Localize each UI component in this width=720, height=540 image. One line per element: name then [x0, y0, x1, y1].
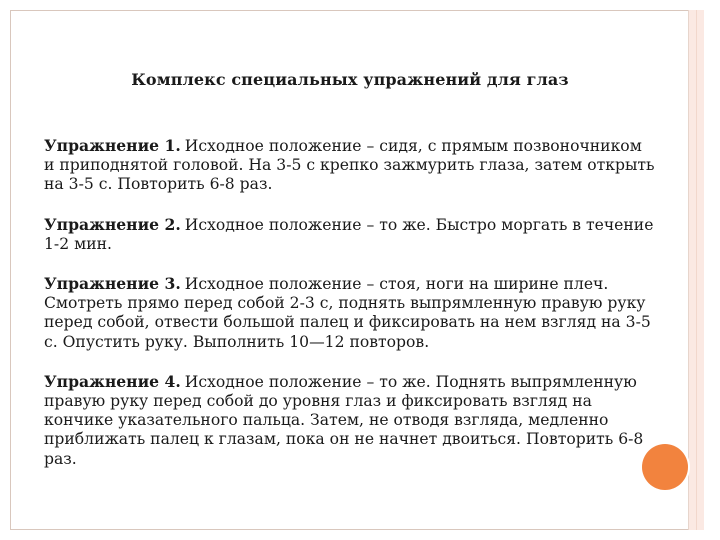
page-title: Комплекс специальных упражнений для глаз	[131, 70, 569, 89]
exercise-1-text: Исходное положение – сидя, с прямым позвоночником и приподнятой головой. На 3-5 с крепко зажмурить глаза, затем открыть на 3-5 с. Повторить 6-8 раз.	[44, 137, 655, 194]
exercise-2	[44, 215, 656, 254]
decorative-orange-circle	[642, 444, 688, 490]
exercise-4-text: Исходное положение – то же. Поднять выпрямленную правую руку перед собой до уровня глаз и фиксировать взгляд на кончике указательного пальца. Затем, не отводя взгляда, медленно приближать палец к глазам, пока он не начнет двоиться. Повторить 6-8 раз.	[44, 372, 644, 468]
exercise-4-label: Упражнение 4.	[44, 371, 181, 391]
exercise-3	[44, 274, 656, 352]
exercise-3-text: Исходное положение – стоя, ноги на ширине плеч. Смотреть прямо перед собой 2-3 с, поднять выпрямленную правую руку перед собой, отвести большой палец и фиксировать на нем взгляд на 3-5 с. Опустить руку. Выполнить 10—12 повторов.	[44, 275, 651, 351]
exercise-4	[44, 372, 656, 469]
exercise-3-label: Упражнение 3.	[44, 274, 181, 294]
exercise-2-text: Исходное положение – то же. Быстро моргать в течение 1-2 мин.	[44, 215, 654, 253]
exercise-list	[44, 136, 656, 489]
exercise-1-label: Упражнение 1.	[44, 136, 181, 155]
exercise-1	[44, 136, 656, 195]
exercise-2-label: Упражнение 2.	[44, 214, 181, 234]
